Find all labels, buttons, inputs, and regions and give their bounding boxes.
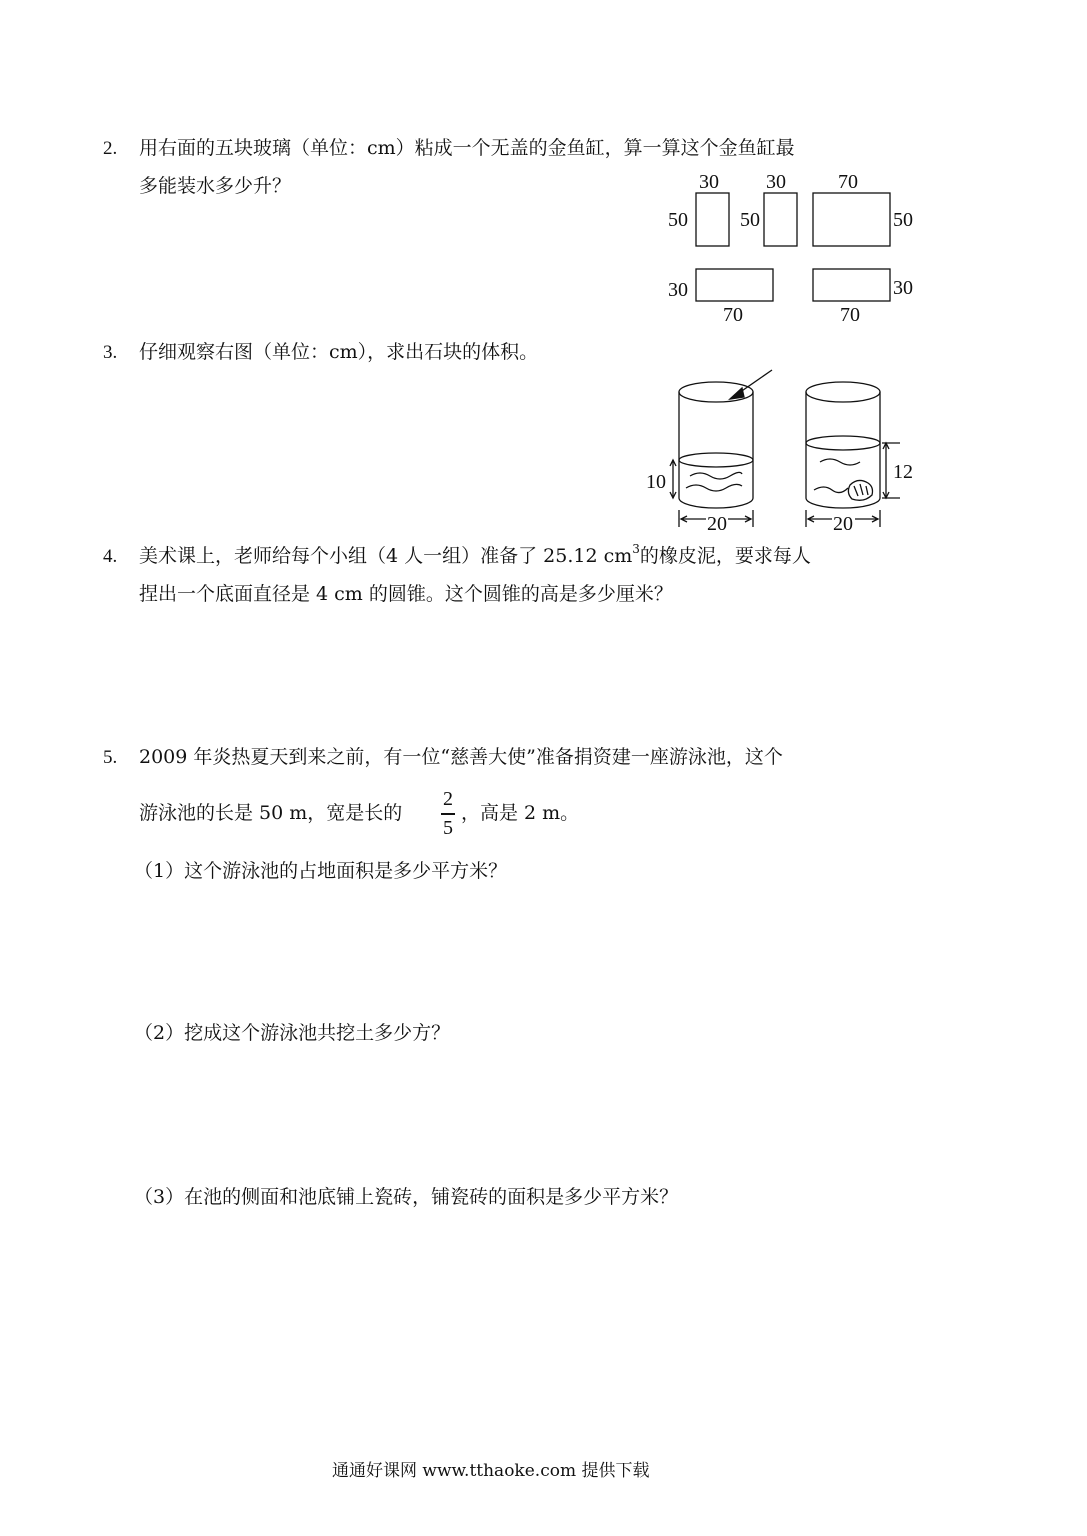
fraction: 2 5 [443, 788, 453, 839]
dimension-label: 12 [893, 461, 913, 483]
dimension-label: 30 [699, 171, 719, 193]
page-footer: 通通好课网 www.tthaoke.com 提供下载 [332, 1461, 650, 1481]
question-number: 5. [103, 747, 118, 768]
question-text-line: 2009 年炎热夏天到来之前，有一位“慈善大使”准备捐资建一座游泳池，这个 [139, 746, 783, 768]
question-text-line: 美术课上，老师给每个小组（4 人一组）准备了 25.12 $cm^3$的橡皮泥，要求每人 [139, 542, 811, 567]
question-number: 3. [103, 342, 118, 363]
right-water-surface [806, 436, 880, 450]
dimension-label: 20 [833, 513, 853, 535]
question-text-line: 仔细观察右图（单位：cm），求出石块的体积。 [139, 341, 539, 363]
dimension-label: 50 [668, 209, 688, 231]
cylinders-figure [0, 0, 1087, 540]
question-text-line: 多能装水多少升？ [139, 175, 292, 197]
dimension-label: 70 [840, 304, 860, 326]
question-text-line: 用右面的五块玻璃（单位：cm）粘成一个无盖的金鱼缸，算一算这个金鱼缸最 [139, 137, 795, 159]
dimension-label: 20 [707, 513, 727, 535]
dimension-label: 30 [766, 171, 786, 193]
left-water-surface [679, 453, 753, 467]
question-text-line: ，高是 2 m。 [461, 802, 580, 824]
dimension-label: 50 [893, 209, 913, 231]
sub-question-2: （2）挖成这个游泳池共挖土多少方？ [134, 1022, 451, 1044]
dimension-label: 10 [646, 471, 666, 493]
sub-question-1: （1）这个游泳池的占地面积是多少平方米？ [134, 860, 508, 882]
question-number: 4. [103, 546, 118, 567]
question-number: 2. [103, 138, 118, 159]
dimension-label: 30 [893, 277, 913, 299]
question-text-line: 捏出一个底面直径是 4 cm 的圆锥。这个圆锥的高是多少厘米？ [139, 583, 673, 605]
dimension-label: 70 [838, 171, 858, 193]
sub-question-3: （3）在池的侧面和池底铺上瓷砖，铺瓷砖的面积是多少平方米？ [134, 1186, 679, 1208]
question-text-line: 游泳池的长是 50 m，宽是长的 [139, 802, 403, 824]
stone-icon [848, 480, 872, 500]
dimension-label: 50 [740, 209, 760, 231]
right-cylinder-top [806, 382, 880, 402]
superscript: 3 [632, 542, 640, 556]
dimension-label: 70 [723, 304, 743, 326]
dimension-label: 30 [668, 279, 688, 301]
